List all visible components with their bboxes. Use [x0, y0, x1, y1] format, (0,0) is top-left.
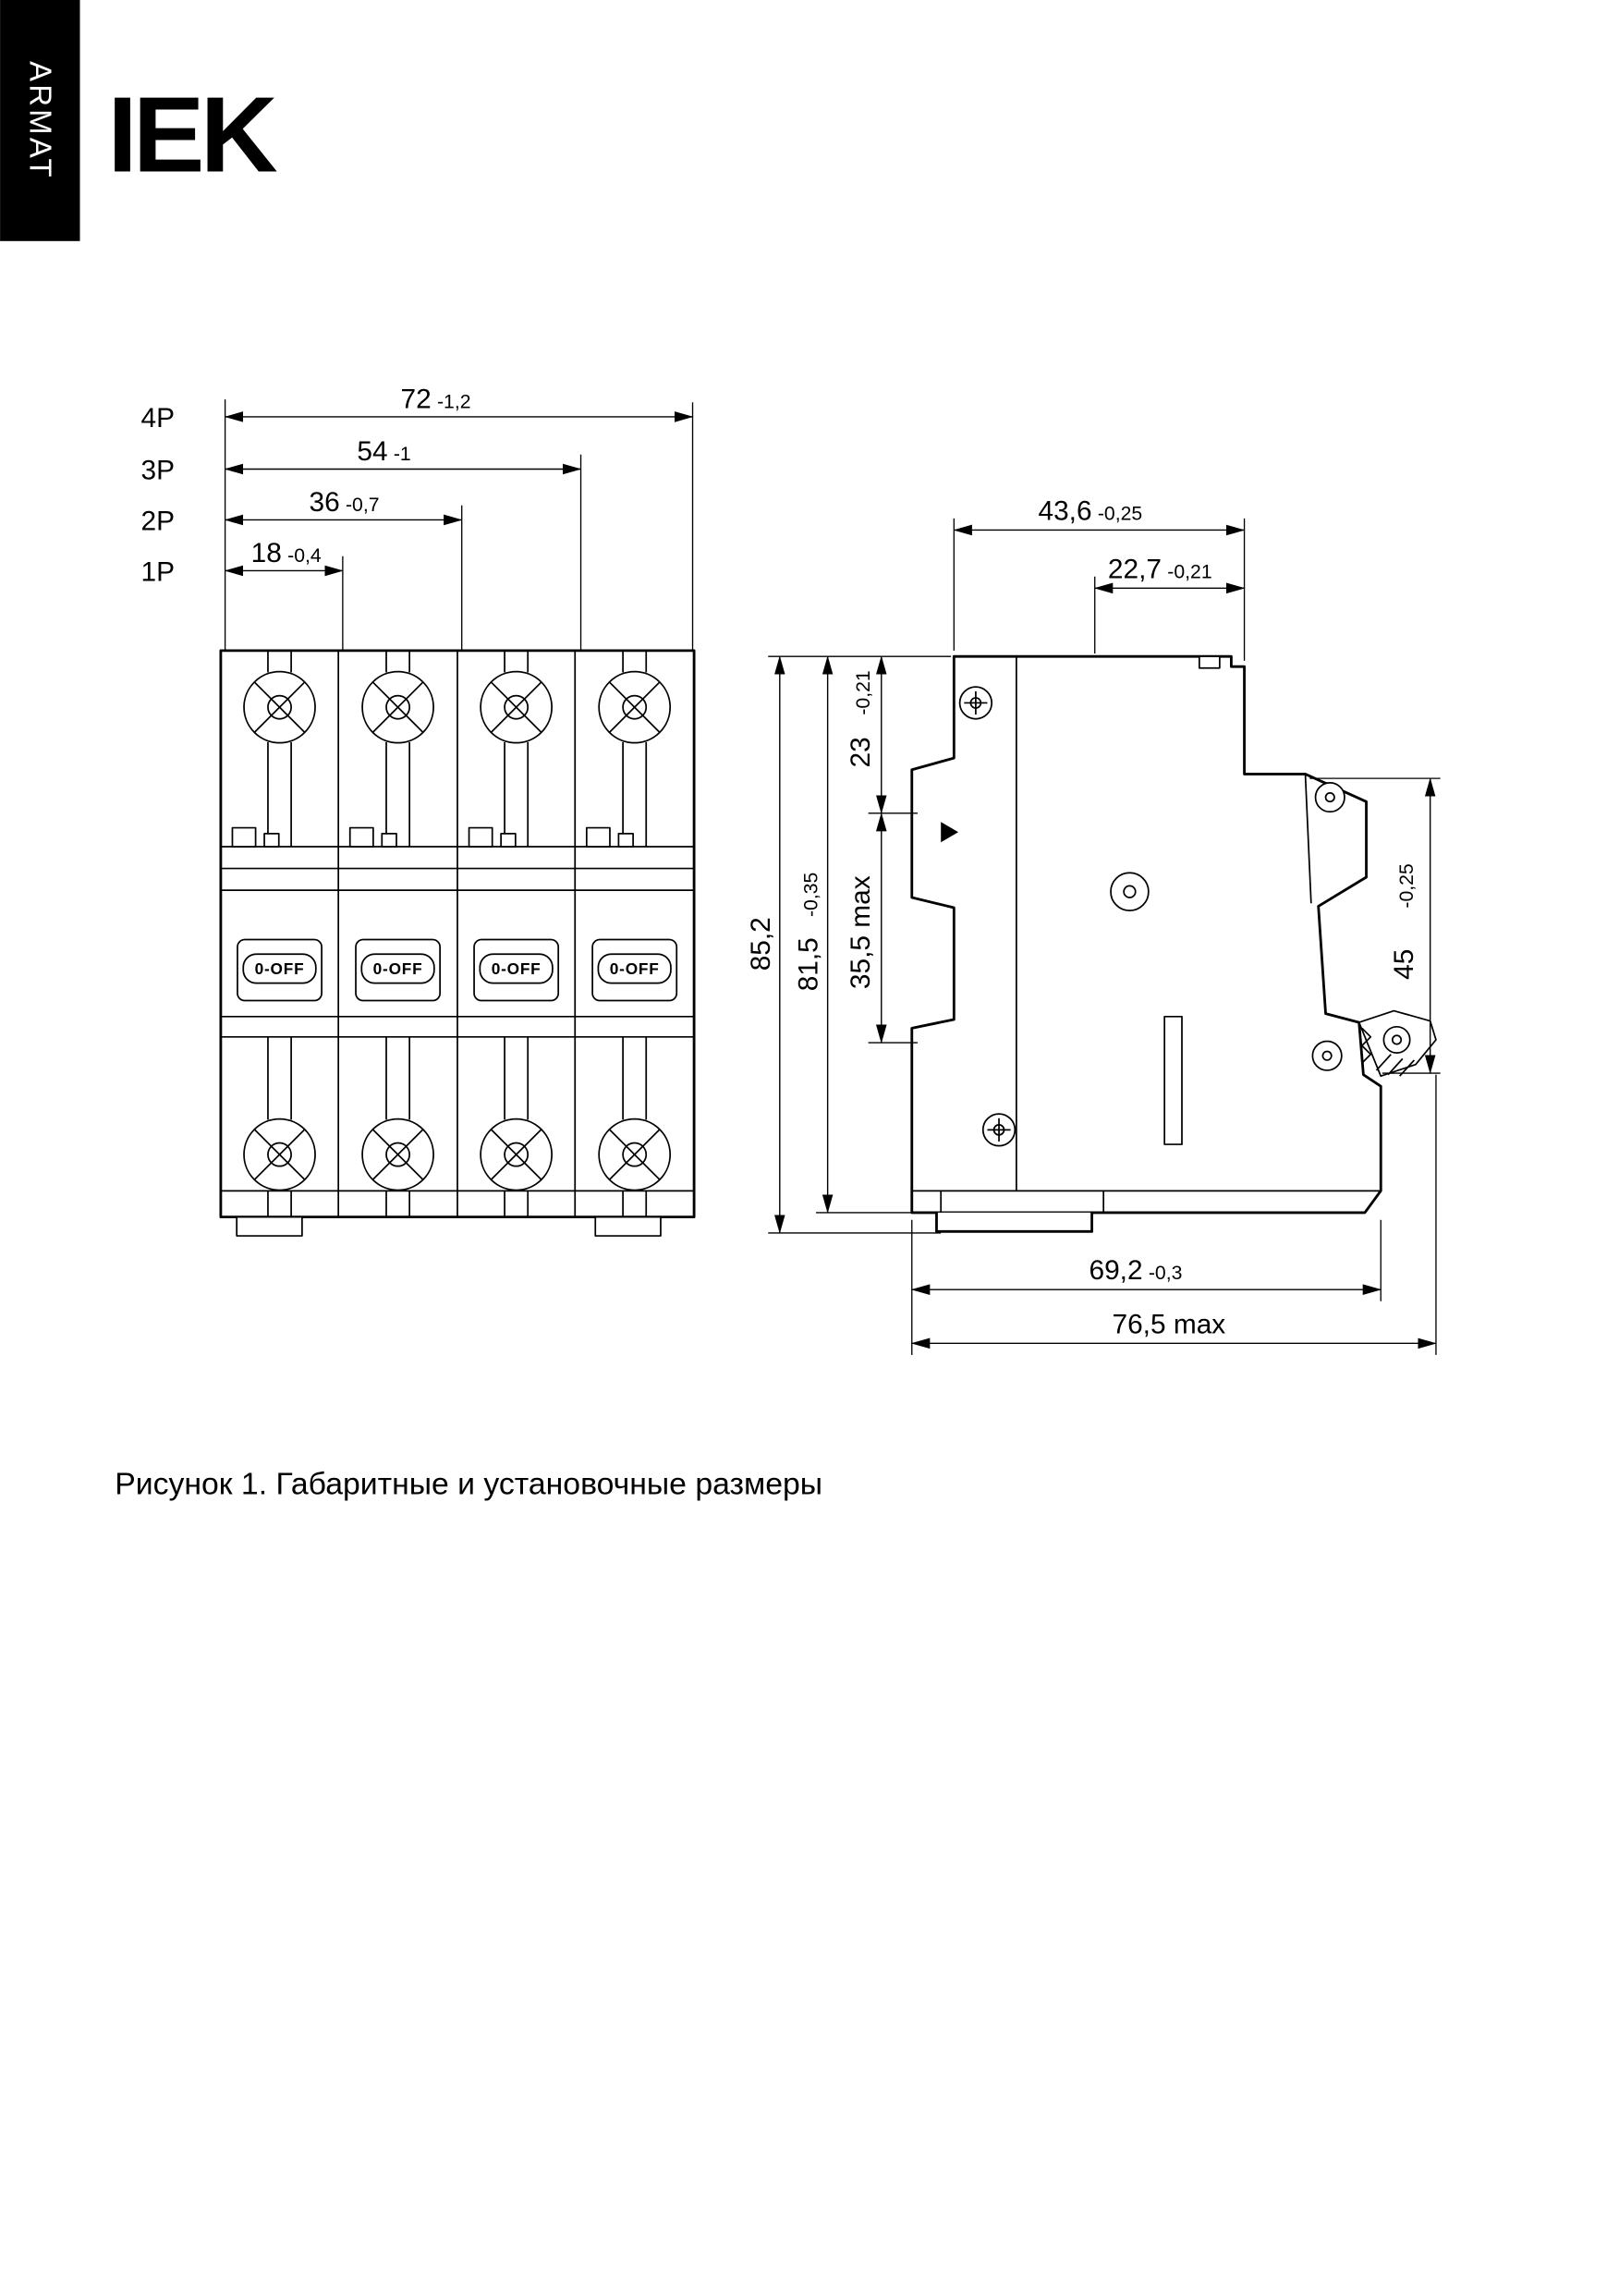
dimension-depth-top: [846, 656, 918, 813]
figure-caption: Рисунок 1. Габаритные и установочные размеры: [115, 1466, 823, 1502]
dim-43-6-tolerance: -0,25: [1097, 503, 1143, 525]
rivet-icon: [1111, 873, 1149, 910]
dim-76-5-value: 76,5 max: [1112, 1309, 1226, 1340]
dim-45-value: 45: [1388, 948, 1419, 980]
dim-81-5-value: 81,5: [793, 937, 824, 992]
screw-icon: [1316, 783, 1345, 812]
side-view: [746, 495, 1441, 1354]
logo-text: IEK: [107, 74, 274, 195]
dim-23-tolerance: -0,21: [853, 670, 875, 715]
dim-3p-tolerance: -1: [393, 444, 411, 466]
dim-4p-value: 72: [400, 384, 432, 415]
toggle-label: 0-OFF: [491, 959, 542, 979]
series-vertical-label: ARMAT: [23, 61, 58, 180]
screw-icon: [1312, 1042, 1341, 1070]
dimension-4p: [140, 384, 692, 650]
dim-35-5-value: 35,5 max: [846, 875, 877, 990]
dim-45-tolerance: -0,25: [1395, 863, 1418, 909]
side-view-drawing: [912, 656, 1436, 1231]
toggle-label: 0-OFF: [609, 959, 660, 979]
pole-label-1p: 1P: [140, 556, 175, 588]
toggle-label: 0-OFF: [372, 959, 423, 979]
brand-bar: [0, 0, 79, 241]
pole-label-4p: 4P: [140, 402, 175, 434]
dimension-1p: [140, 538, 342, 651]
pole-label-3p: 3P: [140, 455, 175, 486]
din-claw: [936, 1213, 1091, 1231]
dimension-3p: [140, 436, 580, 651]
dim-22-7-tolerance: -0,21: [1167, 561, 1212, 583]
front-view-drawing: [221, 651, 694, 1236]
din-foot: [595, 1217, 661, 1236]
dim-22-7-value: 22,7: [1107, 554, 1163, 585]
dimension-depth-mid: [846, 813, 918, 1043]
front-view: [140, 384, 694, 1236]
toggle-label: 0-OFF: [254, 959, 305, 979]
dim-43-6-value: 43,6: [1038, 495, 1092, 527]
dim-3p-value: 54: [357, 436, 388, 468]
dim-23-value: 23: [846, 737, 877, 768]
dim-85-2-value: 85,2: [745, 917, 776, 971]
din-foot: [237, 1217, 302, 1236]
dim-81-5-tolerance: -0,35: [800, 872, 822, 918]
dimension-2p: [140, 487, 461, 651]
din-rail-clip: [1359, 1011, 1436, 1077]
dim-69-2-tolerance: -0,3: [1148, 1263, 1183, 1285]
dim-2p-tolerance: -0,7: [346, 495, 380, 517]
dim-69-2-value: 69,2: [1089, 1255, 1143, 1287]
dim-2p-value: 36: [309, 487, 340, 519]
iek-logo: [107, 74, 276, 194]
pole-label-2p: 2P: [140, 506, 175, 537]
dim-1p-value: 18: [250, 538, 282, 569]
dim-4p-tolerance: -1,2: [436, 391, 471, 413]
dim-1p-tolerance: -0,4: [287, 545, 322, 568]
dimension-width-front-step: [1095, 554, 1245, 653]
